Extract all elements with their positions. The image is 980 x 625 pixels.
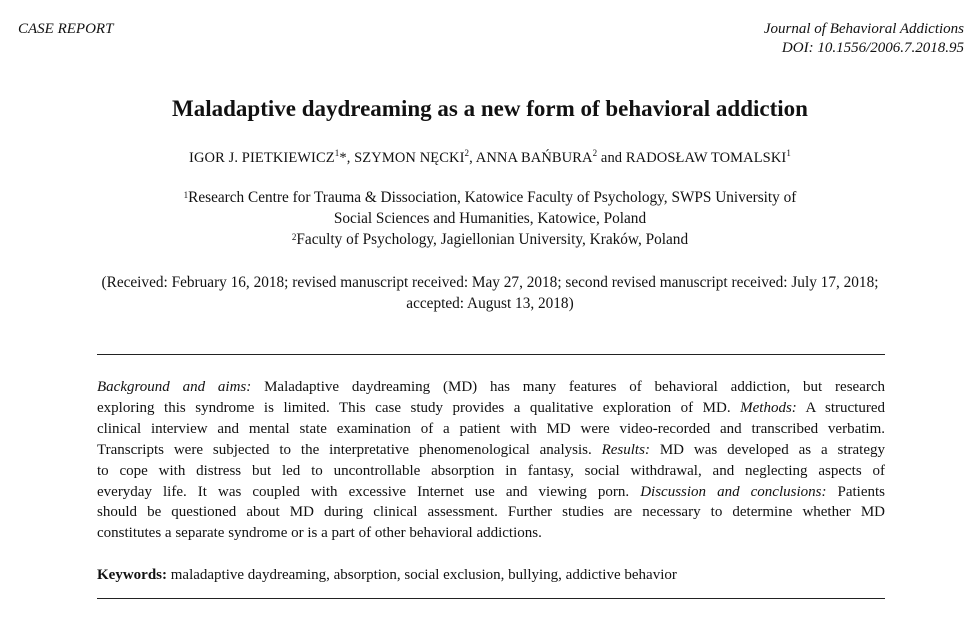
affiliations xyxy=(0,187,980,250)
dates-line: (Received: February 16, 2018; revised manuscript received: May 27, 2018; second revised manuscript received: July 17, 2018; xyxy=(101,274,879,291)
abstract-line xyxy=(97,461,885,482)
abstract-line xyxy=(97,523,885,544)
abstract-text: MD was developed as a strategy xyxy=(649,441,885,458)
keywords xyxy=(97,567,677,584)
top-rule xyxy=(97,354,885,355)
abstract-line xyxy=(97,398,885,419)
author-affil-mark: 1 xyxy=(786,148,791,158)
author-separator: and xyxy=(597,150,626,166)
affil-mark: 1 xyxy=(183,190,189,200)
affiliation-1 xyxy=(0,187,980,208)
abstract-text: should be questioned about MD during clinical assessment. Further studies are necessary to determine whether MD xyxy=(97,504,885,521)
abstract-line xyxy=(97,419,885,440)
affiliation-text: Faculty of Psychology, Jagiellonian University, Kraków, Poland xyxy=(296,231,689,248)
author: ANNA BAŃBURA xyxy=(475,150,593,166)
keywords-text: maladaptive daydreaming, absorption, social exclusion, bullying, addictive behavior xyxy=(167,567,677,583)
abstract-text: exploring this syndrome is limited. This case study provides a qualitative exploration of MD. xyxy=(97,399,741,416)
abstract-text: Patients xyxy=(826,483,885,500)
abstract-text: clinical interview and mental state examination of a patient with MD were video-recorded and transcribed verbatim. xyxy=(97,420,885,437)
author-affil-mark: 2 xyxy=(592,148,598,158)
doi: DOI: 10.1556/2006.7.2018.95 xyxy=(781,40,964,56)
dates-line: accepted: August 13, 2018) xyxy=(406,295,574,312)
manuscript-dates xyxy=(0,272,980,314)
abstract-text: Transcripts were subjected to the interpretative phenomenological analysis. xyxy=(97,441,602,458)
abstract-section-label: Discussion and conclusions: xyxy=(640,483,827,500)
abstract-text: Maladaptive daydreaming (MD) has many features of behavioral addiction, but research xyxy=(251,379,886,395)
journal-header xyxy=(764,20,964,58)
affiliation-text: Research Centre for Trauma & Dissociation, Katowice Faculty of Psychology, SWPS University of xyxy=(188,189,797,206)
author-list xyxy=(0,150,980,167)
abstract-text: everyday life. It was coupled with excessive Internet use and viewing porn. xyxy=(97,483,641,500)
paper-title: Maladaptive daydreaming as a new form of behavioral addiction xyxy=(172,96,808,121)
author-affil-mark: 1 xyxy=(334,148,340,158)
abstract-section-label: Background and aims: xyxy=(97,379,252,395)
abstract-section-label: Methods: xyxy=(740,399,797,416)
keywords-label: Keywords: xyxy=(97,567,167,583)
abstract-line xyxy=(97,440,885,461)
abstract-line xyxy=(97,377,885,398)
author-separator: , xyxy=(469,150,476,166)
author: IGOR J. PIETKIEWICZ xyxy=(189,150,335,166)
affil-mark: 2 xyxy=(291,232,297,242)
author: SZYMON NĘCKI xyxy=(354,150,465,166)
bottom-rule xyxy=(97,598,885,599)
abstract-line xyxy=(97,502,885,523)
abstract-text: A structured xyxy=(796,399,886,416)
abstract xyxy=(97,377,885,544)
abstract-text: constitutes a separate syndrome or is a part of other behavioral addictions. xyxy=(97,525,542,542)
author-affil-mark: 2 xyxy=(464,148,470,158)
article-type: CASE REPORT xyxy=(18,21,114,37)
journal-name: Journal of Behavioral Addictions xyxy=(763,21,964,37)
author-separator: , xyxy=(346,150,355,166)
affiliation-1-cont: Social Sciences and Humanities, Katowice, Poland xyxy=(333,210,647,227)
author: RADOSŁAW TOMALSKI xyxy=(625,150,787,166)
corresponding-mark: * xyxy=(339,150,347,166)
abstract-line xyxy=(97,482,885,503)
affiliation-2 xyxy=(0,229,980,250)
abstract-text: to cope with distress but led to uncontrollable absorption in fantasy, social withdrawal, and neglecting aspects of xyxy=(97,462,885,479)
abstract-section-label: Results: xyxy=(601,441,650,458)
